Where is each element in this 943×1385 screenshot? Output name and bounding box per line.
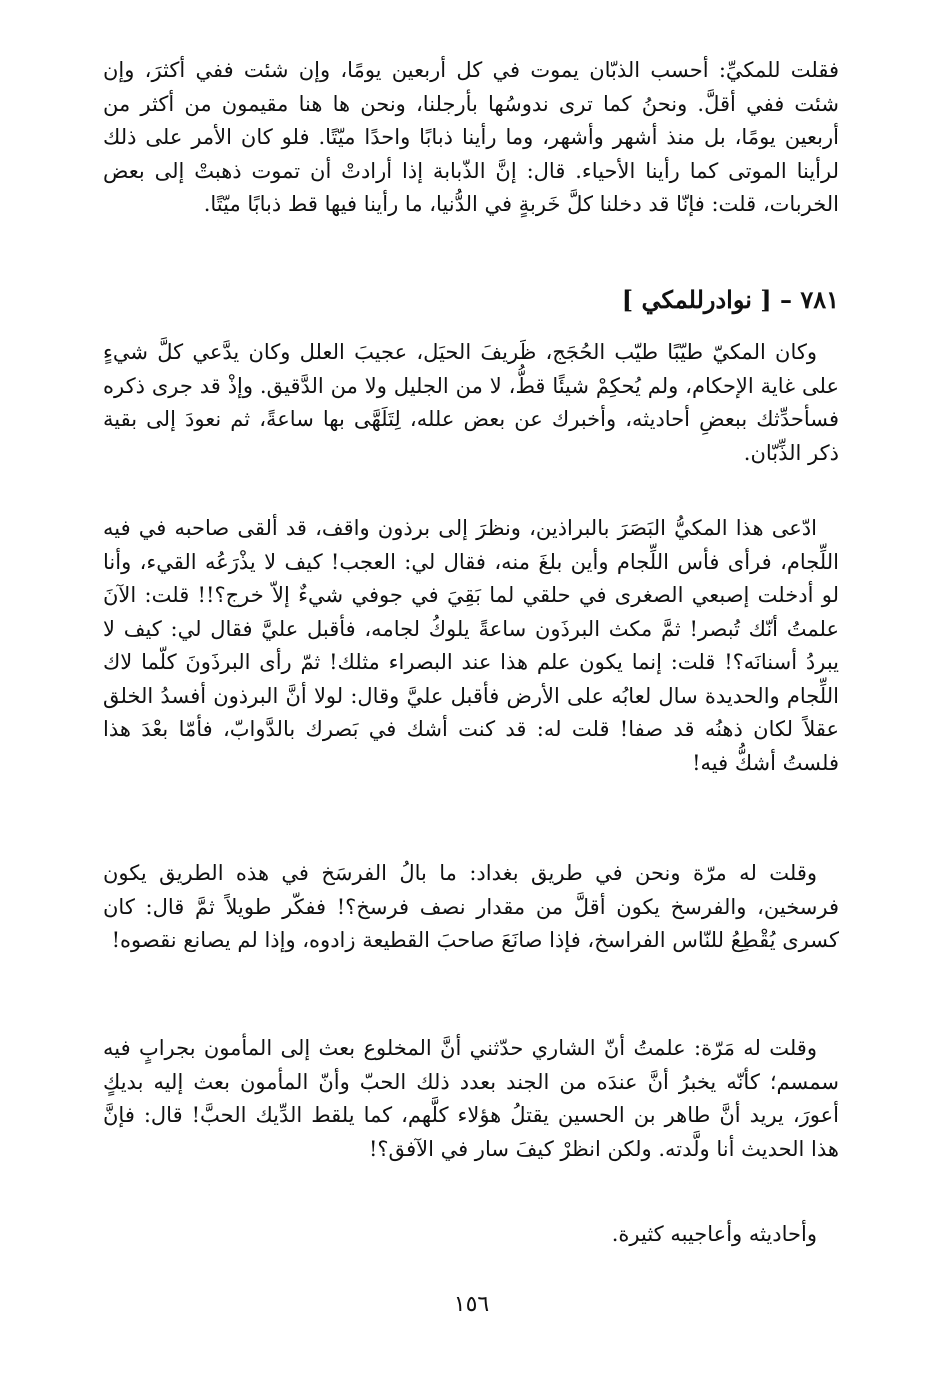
paragraph-block [103, 336, 839, 470]
page-number: ١٥٦ [453, 1292, 490, 1317]
paragraph-block [103, 1032, 839, 1166]
paragraph-block [103, 857, 839, 958]
paragraph-block [103, 1218, 839, 1252]
paragraph-block [103, 512, 839, 780]
paragraph: ادّعى هذا المكيُّ البَصَرَ بالبراذين، ونظرَ إلى برذون واقف، قد ألقى صاحبه في فيه اللِّجام، فرأى فأس اللِّجام وأين بلغَ منه، فقال لي: العجب! كيف لا يذْرَعُه القيء، وأنا لو أدخلت إصبعي الصغرى في حلقي لما بَقِيَ في جوفي شيءٌ إلاّ خرج؟!! قلت: الآنَ علمتُ أنّك تُبصر! ثمَّ مكث البرذَون ساعةً يلوكُ لجامه، فأقبل عليَّ فقال لي: كيف لا يبردُ أسنانَه؟! قلت: إنما يكون علم هذا عند البصراء مثلك! ثمّ رأى البرذَونَ كلّما لاك اللِّجام والحديدة سال لعابُه على الأرض فأقبل عليَّ وقال: لولا أنَّ البرذون أفسدُ الخلق عقلاً لكان ذهنُه قد صفا! قلت له: قد كنت أشك في بَصرك بالدَّوابّ، فأمّا بعْدَ هذا فلستُ أشكُّ فيه! [103, 516, 840, 775]
paragraph: وأحاديثه وأعاجيبه كثيرة. [611, 1222, 817, 1246]
intro-paragraph: فقلت للمكيِّ: أحسب الذبّان يموت في كل أربعين يومًا، وإن شئت ففي أكثرَ، وإن شئت ففي أقلَّ. ونحنُ كما ترى ندوسُها بأرجلنا، ونحن ها هنا مقيمون من أكثر من أربعين يومًا، بل منذ أشهر وأشهر، وما رأينا ذبابًا واحدًا ميّتًا. فلو كان الأمر على ذلك لرأينا الموتى كما رأينا الأحياء. قال: إنَّ الذّبابة إذا أرادتْ أن تموت ذهبتْ إلى بعض الخربات، قلت: فإنّا قد دخلنا كلَّ خَربةٍ في الدُّنيا، ما رأينا فيها قط ذبابًا ميّتًا. [103, 58, 839, 216]
paragraph: وقلت له مرّة ونحن في طريق بغداد: ما بالُ الفرسَخ في هذه الطريق يكون فرسخين، والفرسخ يكون أقلَّ من مقدار نصف فرسخ؟! ففكّر طويلاً ثمَّ قال: كان كسرى يُقْطِعُ للنّاس الفراسخ، فإذا صانَعَ صاحبَ القطيعة زادوه، وإذا لم يصانع نقصوه! [103, 861, 839, 952]
paragraph: وكان المكيّ طيّبًا طيّب الحُجَج، ظَريفَ الحيَل، عجيبَ العلل وكان يدَّعي كلَّ شيءٍ على غاية الإحكام، ولم يُحكِمْ شيئًا قطُّ، لا من الجليل ولا من الدَّقيق. وإذْ قد جرى ذكره فسأحدِّثك ببعضِ أحاديثه، وأخبرك عن بعض علله، لِتَلَهَّى بها ساعةً، ثم نعودَ إلى بقية ذكر الذِّبّان. [103, 340, 839, 465]
section-heading: ٧٨١ – [ نوادرللمكي ] [621, 285, 839, 314]
paragraph: وقلت له مَرّة: علمتُ أنّ الشاري حدّثني أنَّ المخلوع بعث إلى المأمون بجرابٍ فيه سمسم؛ كأنّه يخبرُ أنَّ عندَه من الجند بعدد ذلك الحبّ وأنّ المأمون بعث إليه بديكٍ أعورَ، يريد أنَّ طاهر بن الحسين يقتلُ هؤلاء كلَّهم، كما يلقط الدِّيك الحبَّ! قال: فإنَّ هذا الحديث أنا ولَّدته. ولكن انظرْ كيفَ سار في الآفق؟! [103, 1036, 839, 1161]
intro-paragraph-block [103, 54, 839, 222]
